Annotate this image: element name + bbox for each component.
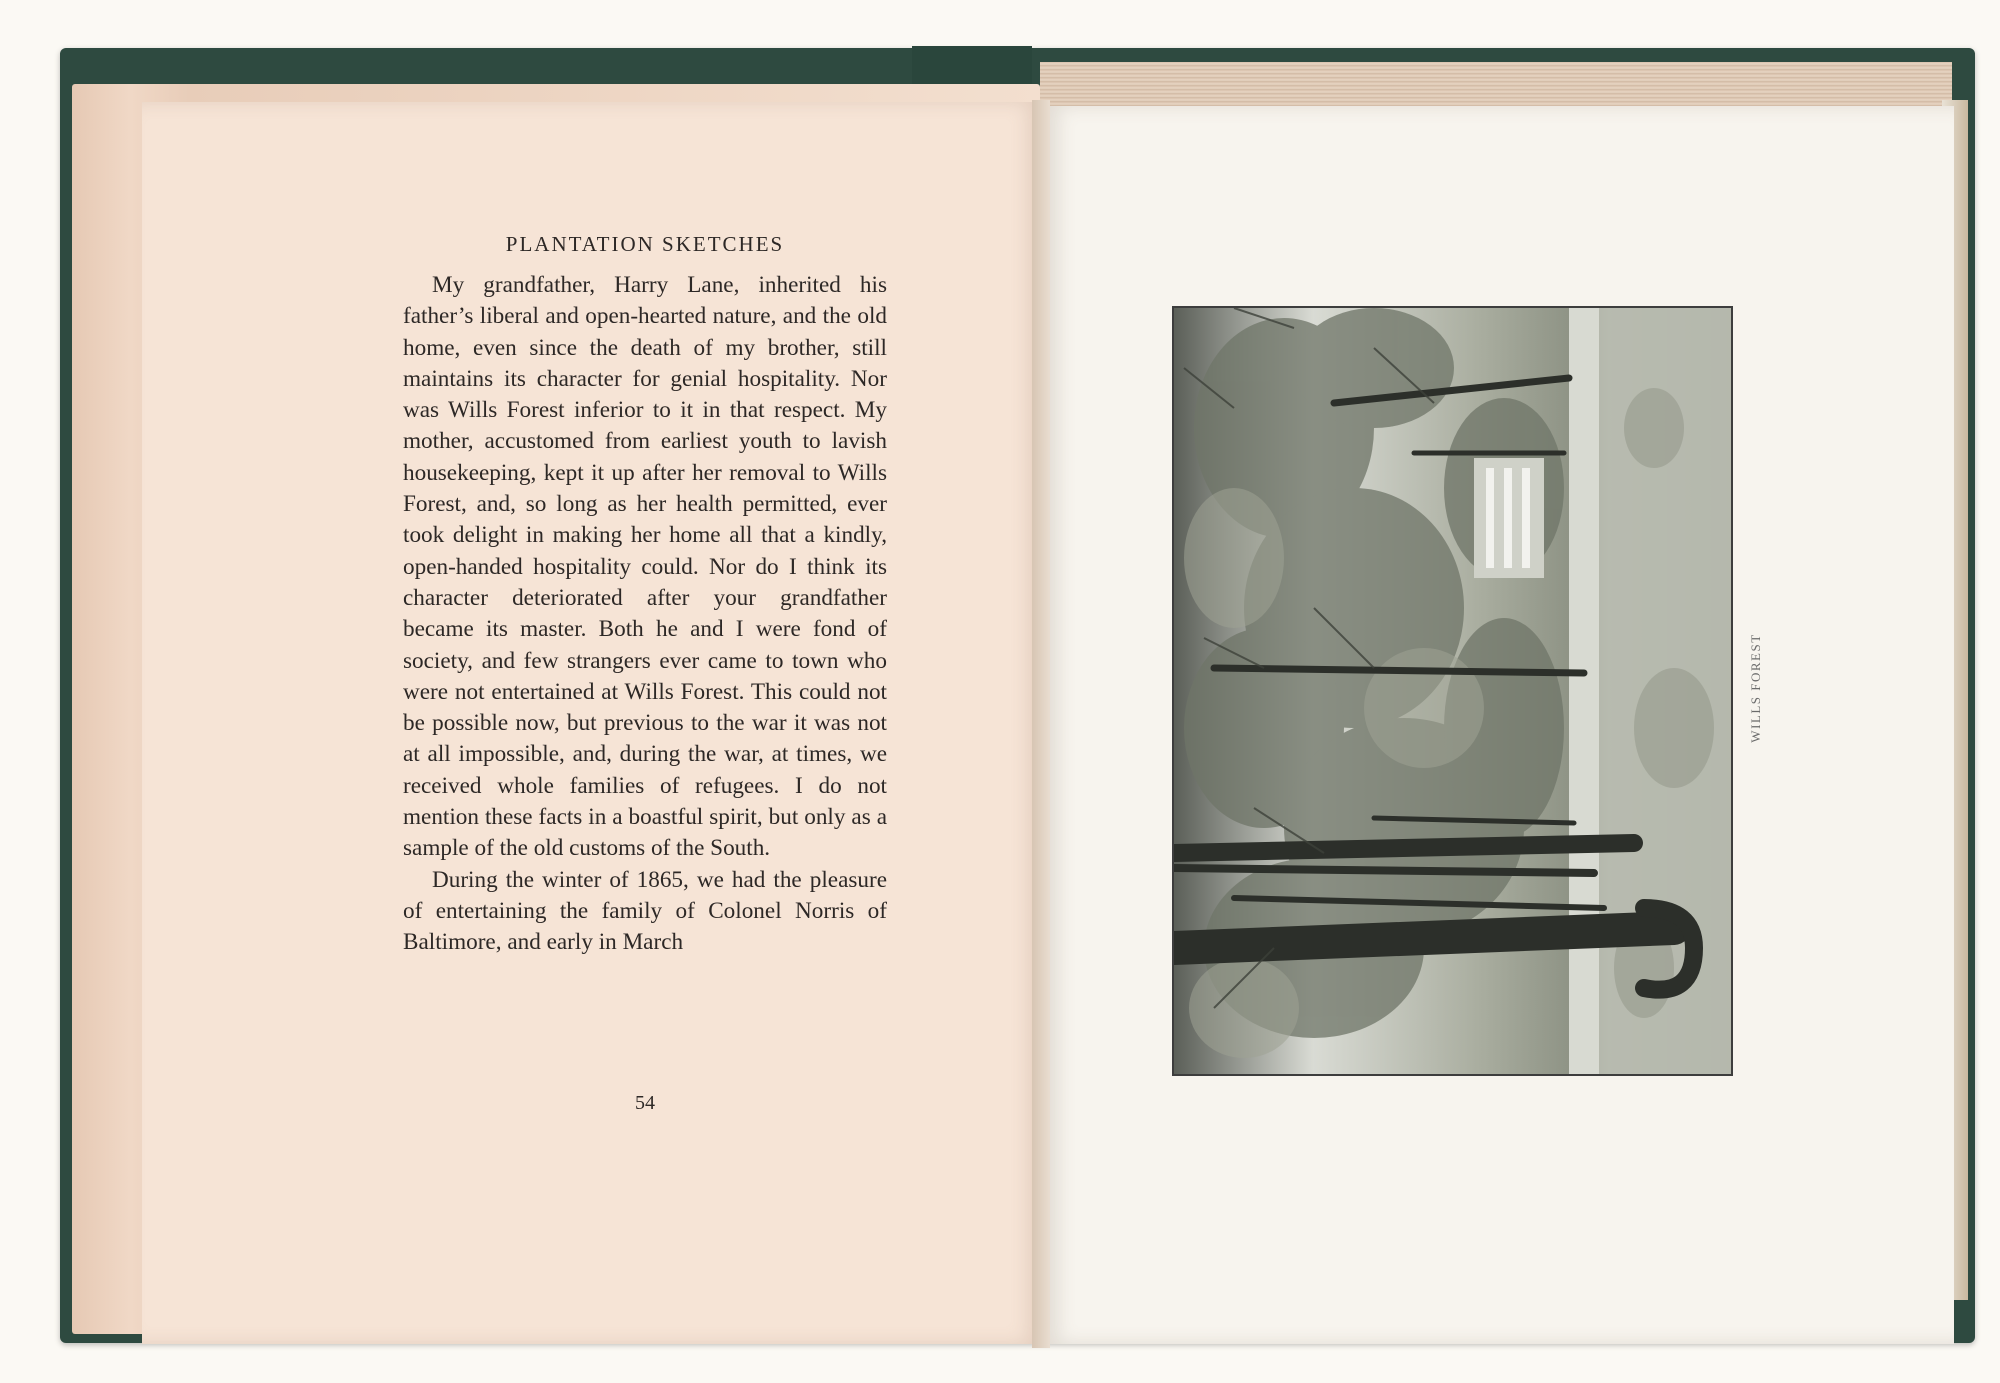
road bbox=[1569, 308, 1599, 1074]
house bbox=[1474, 458, 1544, 578]
plate-caption: WILLS FOREST bbox=[1748, 633, 1763, 743]
photo-plate bbox=[1172, 306, 1733, 1076]
forest-photo bbox=[1174, 308, 1731, 1074]
gutter bbox=[1032, 100, 1050, 1348]
plate-caption-area bbox=[1744, 622, 1768, 762]
body-paragraph: During the winter of 1865, we had the pleasure of entertaining the family of Colonel Norris of Baltimore, and early in March bbox=[403, 866, 887, 956]
running-head: PLANTATION SKETCHES bbox=[505, 232, 785, 256]
page-text-block bbox=[403, 228, 887, 959]
body-paragraph: My grandfather, Harry Lane, inherited his father’s liberal and open-hearted nature, and the old home, even since the death of my brother, still maintains its character for genial hospitality. Nor was Wills Forest inferior to it in that respect. My mother, accustomed from earliest youth to lavish housekeeping, kept it up after her removal to Wills Forest, and, so long as her health permitted, ever took delight in making her home all that a kindly, open-handed hospitality could. Nor do I think its character deteriorated after your grandfather became its master. Both he and I were fond of society, and few strangers ever came to town who were not entertained at Wills Forest. This could not be possible now, but previous to the war it was not at all impossible, and, during the war, at times, we received whole families of refugees. I do not mention these facts in a boastful spirit, but only as a sample of the old customs of the South. bbox=[403, 272, 887, 862]
page-number: 54 bbox=[635, 1092, 655, 1114]
